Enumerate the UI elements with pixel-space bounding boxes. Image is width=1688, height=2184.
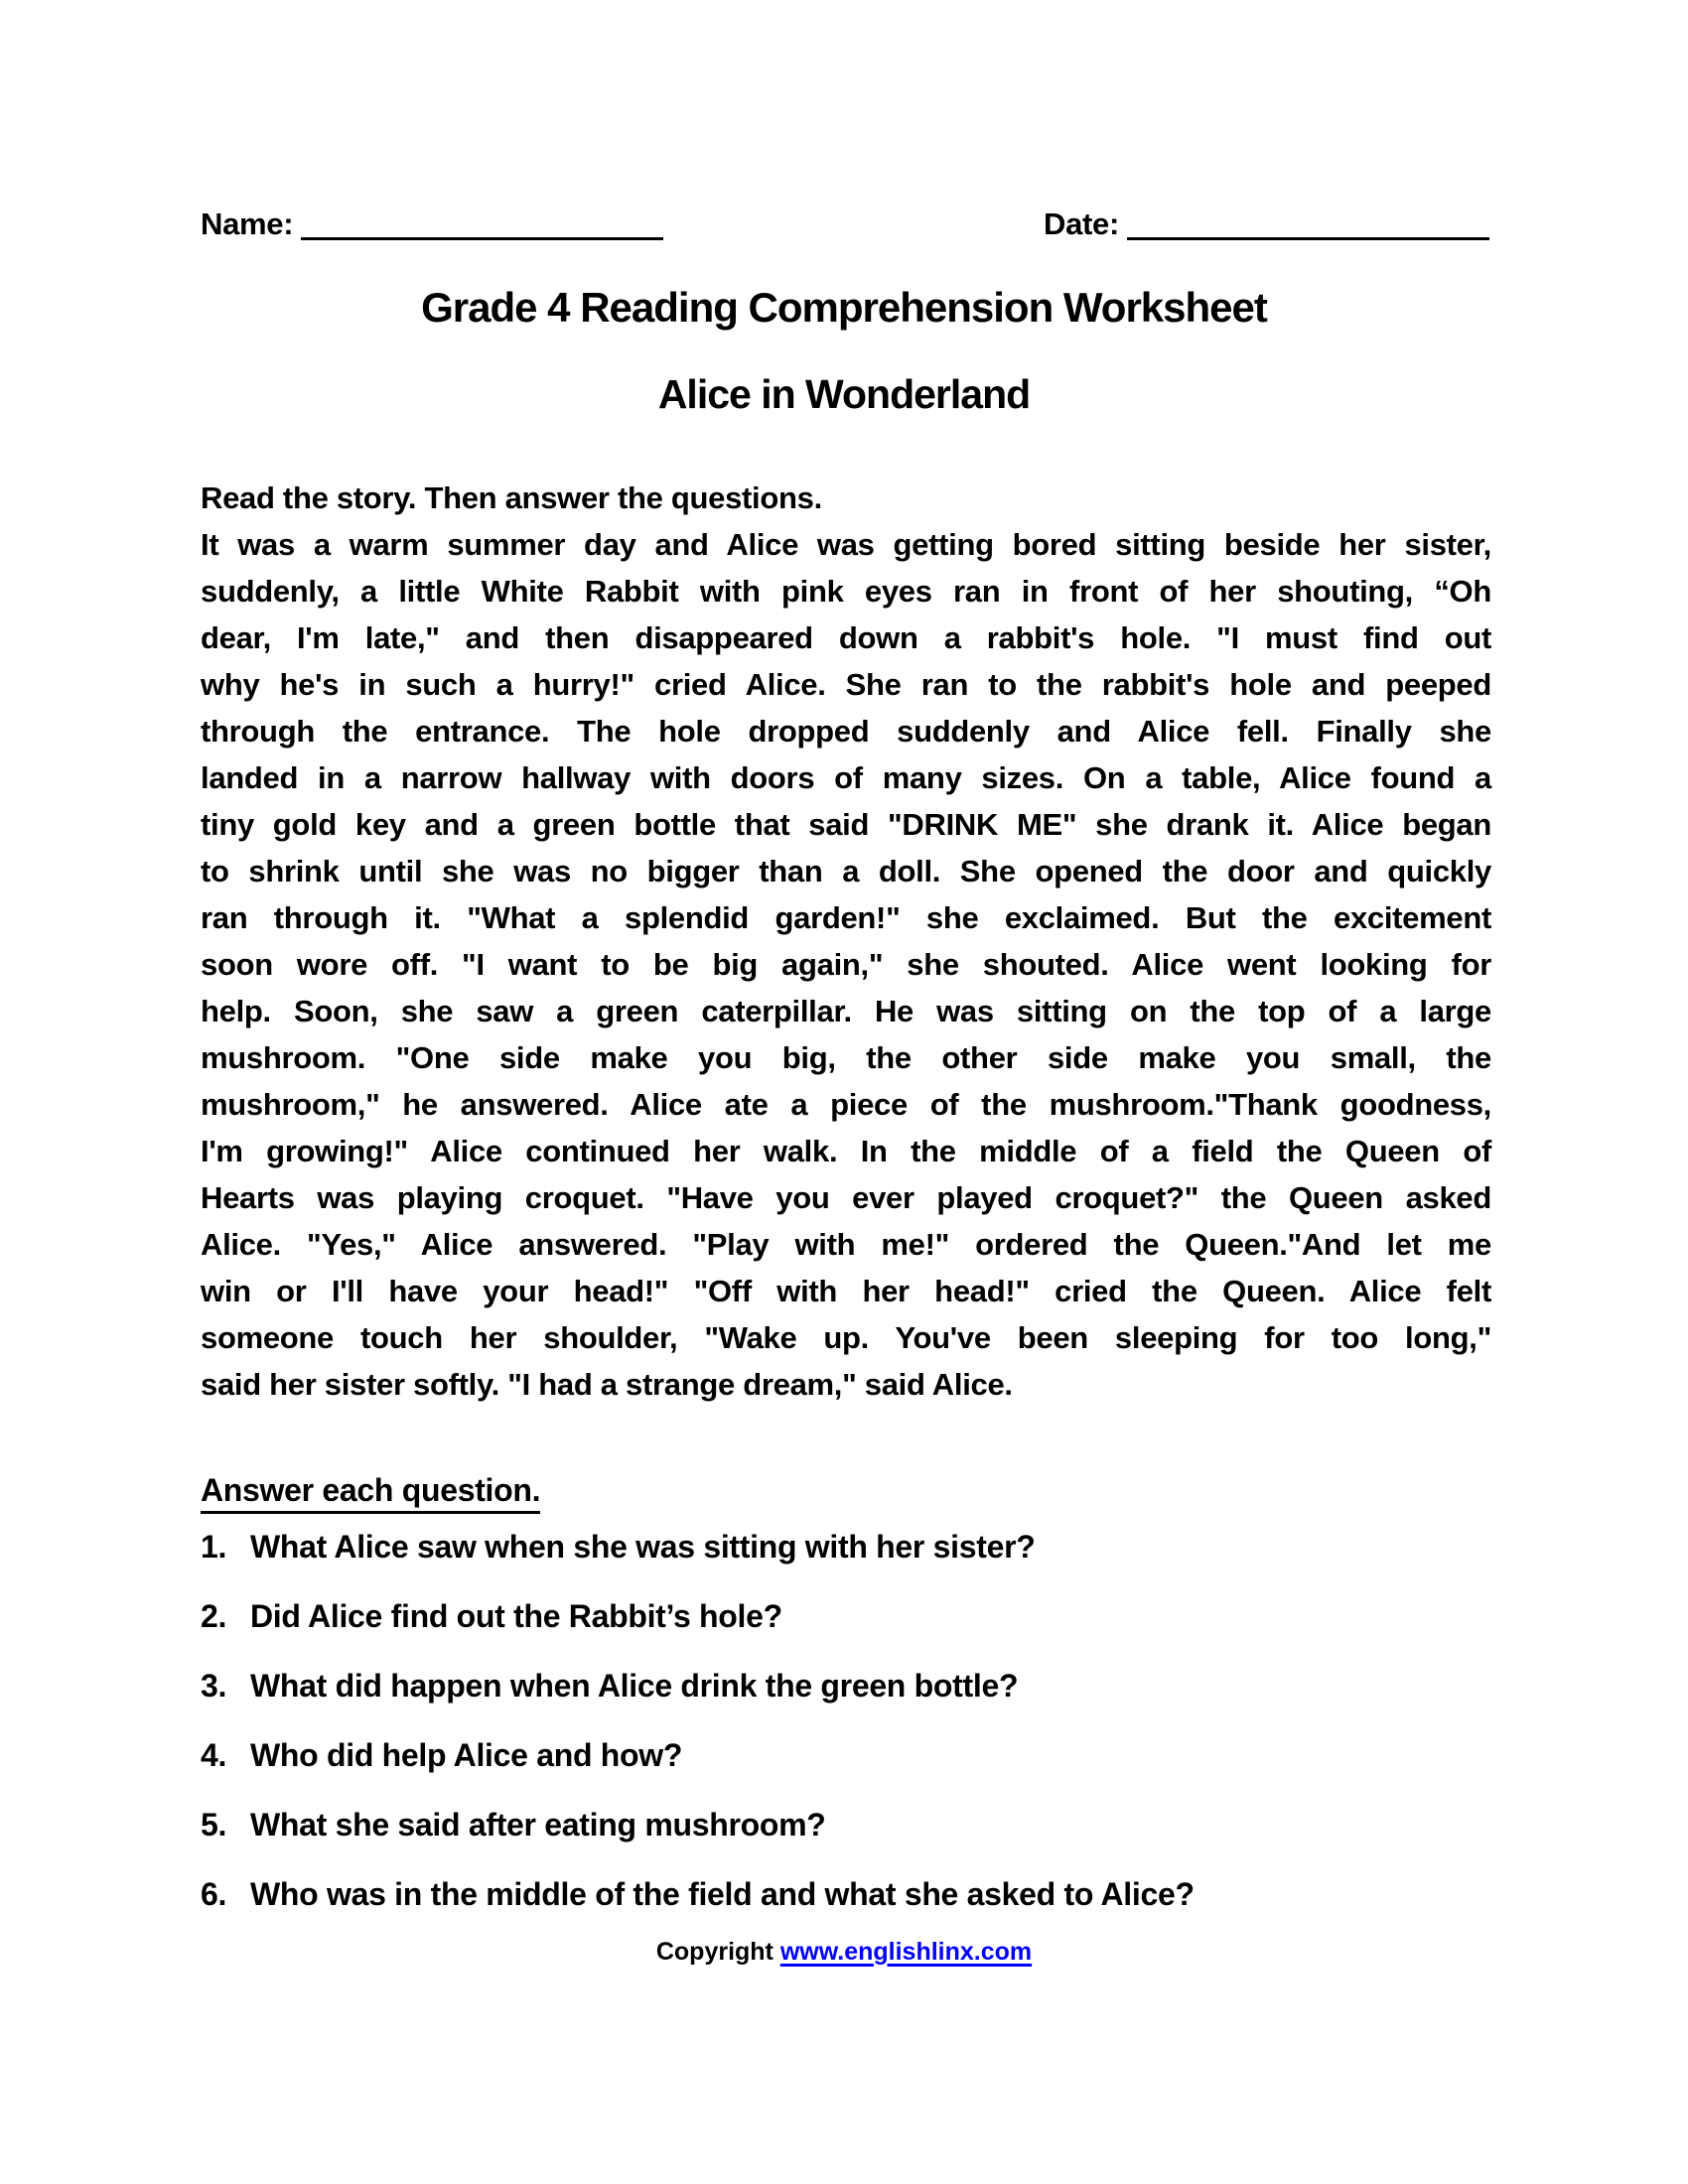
question-item [201,1529,1491,1575]
name-blank-line [301,209,663,240]
question-item [201,1807,1491,1853]
question-text: Who did help Alice and how? [250,1737,683,1773]
date-field-group [1044,206,1489,242]
story-line: win or I'll have your head!" "Off with her head!" cried the Queen. Alice felt [201,1274,1491,1308]
question-number: 1. [201,1529,227,1565]
story-line: Hearts was playing croquet. "Have you ever played croquet?" the Queen asked [201,1180,1491,1215]
question-text: What she said after eating mushroom? [250,1807,826,1843]
story-line: to shrink until she was no bigger than a doll. She opened the door and quickly [201,854,1491,888]
story-section [201,475,1491,1408]
copyright-label: Copyright [655,1938,774,1966]
story-line: suddenly, a little White Rabbit with pink eyes ran in front of her shouting, “Oh [201,574,1491,609]
question-number: 6. [201,1876,227,1912]
question-list [201,1529,1491,1946]
question-number: 5. [201,1807,227,1843]
story-line: through the entrance. The hole dropped suddenly and Alice fell. Finally she [201,714,1491,749]
question-item [201,1668,1491,1714]
story-line: I'm growing!" Alice continued her walk. In the middle of a field the Queen of [201,1134,1491,1168]
question-text: What Alice saw when she was sitting with her sister? [250,1529,1036,1565]
answer-section-header: Answer each question. [201,1472,540,1514]
story-paragraph [201,521,1491,1408]
question-item [201,1737,1491,1784]
name-field-group [201,206,663,242]
footer [0,1938,1688,1967]
question-number: 3. [201,1668,227,1704]
story-line: landed in a narrow hallway with doors of many sizes. On a table, Alice found a [201,760,1491,795]
question-item [201,1876,1491,1923]
story-line: mushroom," he answered. Alice ate a piece of the mushroom."Thank goodness, [201,1087,1491,1122]
story-line: soon wore off. "I want to be big again," she shouted. Alice went looking for [201,947,1491,982]
story-line: said her sister softly. "I had a strange dream," said Alice. [201,1367,1013,1402]
story-line: why he's in such a hurry!" cried Alice. She ran to the rabbit's hole and peeped [201,667,1491,702]
question-number: 2. [201,1598,227,1634]
story-line: dear, I'm late," and then disappeared down a rabbit's hole. "I must find out [201,620,1491,655]
story-line: Alice. "Yes," Alice answered. "Play with me!" ordered the Queen."And let me [201,1227,1491,1262]
englishlinx-link[interactable]: www.englishlinx.com [779,1938,1033,1966]
story-line: mushroom. "One side make you big, the other side make you small, the [201,1040,1491,1075]
name-date-row [201,206,1489,242]
story-instruction: Read the story. Then answer the questions. [201,480,822,515]
story-line: tiny gold key and a green bottle that said "DRINK ME" she drank it. Alice began [201,807,1491,842]
date-label: Date: [1043,206,1119,241]
worksheet-title: Grade 4 Reading Comprehension Worksheet [421,284,1267,331]
story-line: help. Soon, she saw a green caterpillar. He was sitting on the top of a large [201,994,1491,1028]
question-item [201,1598,1491,1645]
story-line: It was a warm summer day and Alice was getting bored sitting beside her sister, [201,527,1491,562]
question-text: Did Alice find out the Rabbit’s hole? [250,1598,782,1634]
question-text: What did happen when Alice drink the green bottle? [250,1668,1019,1704]
name-label: Name: [201,206,294,241]
story-line: someone touch her shoulder, "Wake up. You've been sleeping for too long," [201,1320,1491,1355]
question-text: Who was in the middle of the field and what she asked to Alice? [250,1876,1195,1912]
story-title: Alice in Wonderland [657,371,1031,417]
date-blank-line [1127,209,1489,240]
question-number: 4. [201,1737,227,1773]
story-line: ran through it. "What a splendid garden!" she exclaimed. But the excitement [201,900,1491,935]
